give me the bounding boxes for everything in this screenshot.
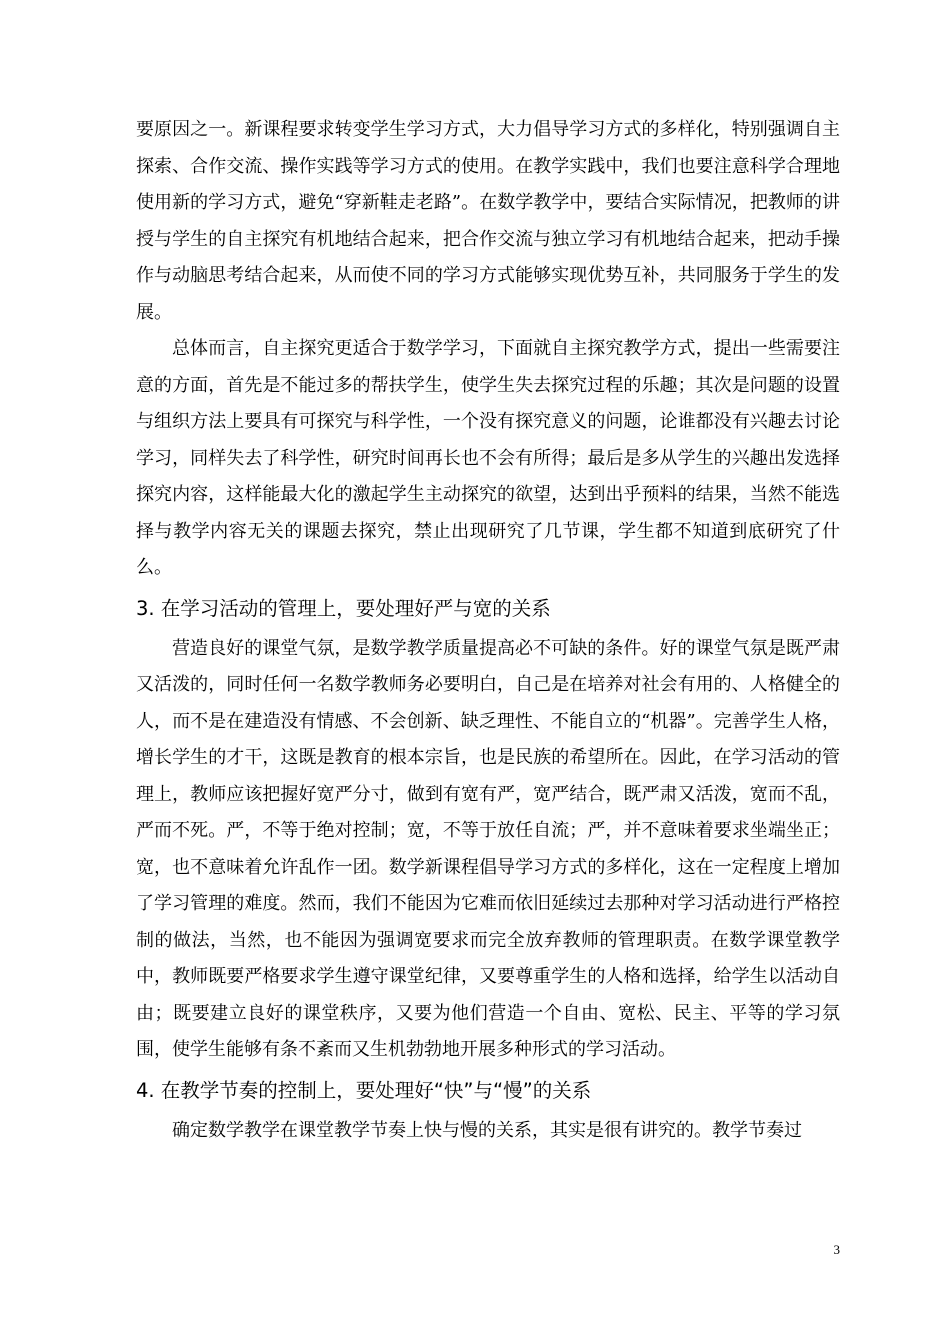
body-paragraph: 确定数学教学在课堂教学节奏上快与慢的关系，其实是很有讲究的。教学节奏过 xyxy=(172,1119,802,1141)
body-paragraph: 营造良好的课堂气氛，是数学教学质量提高必不可缺的条件。好的课堂气氛是既严肃又活泼的，同时任何一名数学教师务必要明白，自己是在培养对社会有用的、人格健全的人，而不是在建造没有情感、不会创新、缺乏理性、不能自立的“机器”。完善学生人格，增长学生的才干，这既是教育的根本宗旨，也是民族的希望所在。因此，在学习活动的管理上，教师应该把握好宽严分寸，做到有宽有严，宽严结合，既严肃又活泼，宽而不乱，严而不死。严，不等于绝对控制；宽，不等于放任自流；严，并不意味着要求坐端坐正；宽，也不意味着允许乱作一团。数学新课程倡导学习方式的多样化，这在一定程度上增加了学习管理的难度。然而，我们不能因为它难而依旧延续过去那种对学习活动进行严格控制的做法，当然，也不能因为强调宽要求而完全放弃教师的管理职责。在数学课堂教学中，教师既要严格要求学生遵守课堂纪律，又要尊重学生的人格和选择，给学生以活动自由；既要建立良好的课堂秩序，又要为他们营造一个自由、宽松、民主、平等的学习氛围，使学生能够有条不紊而又生机勃勃地开展多种形式的学习活动。 xyxy=(136,637,840,1060)
page-number: 3 xyxy=(833,1242,840,1257)
document-page xyxy=(136,112,840,1149)
body-paragraph: 总体而言，自主探究更适合于数学学习，下面就自主探究教学方式，提出一些需要注意的方面，首先是不能过多的帮扶学生，使学生失去探究过程的乐趣；其次是问题的设置与组织方法上要具有可探究与科学性，一个没有探究意义的问题，论谁都没有兴趣去讨论学习，同样失去了科学性，研究时间再长也不会有所得；最后是多从学生的兴趣出发选择探究内容，这样能最大化的激起学生主动探究的欲望，达到出乎预料的结果，当然不能选择与教学内容无关的课题去探究，禁止出现研究了几节课，学生都不知道到底研究了什么。 xyxy=(136,338,840,578)
section-heading: 4. 在教学节奏的控制上，要处理好“快”与“慢”的关系 xyxy=(136,1078,592,1102)
body-paragraph: 要原因之一。新课程要求转变学生学习方式，大力倡导学习方式的多样化，特别强调自主探索、合作交流、操作实践等学习方式的使用。在教学实践中，我们也要注意科学合理地使用新的学习方式，避免“穿新鞋走老路”。在数学教学中，要结合实际情况，把教师的讲授与学生的自主探究有机地结合起来，把合作交流与独立学习有机地结合起来，把动手操作与动脑思考结合起来，从而使不同的学习方式能够实现优势互补，共同服务于学生的发展。 xyxy=(136,119,840,323)
section-heading: 3. 在学习活动的管理上，要处理好严与宽的关系 xyxy=(136,596,551,620)
